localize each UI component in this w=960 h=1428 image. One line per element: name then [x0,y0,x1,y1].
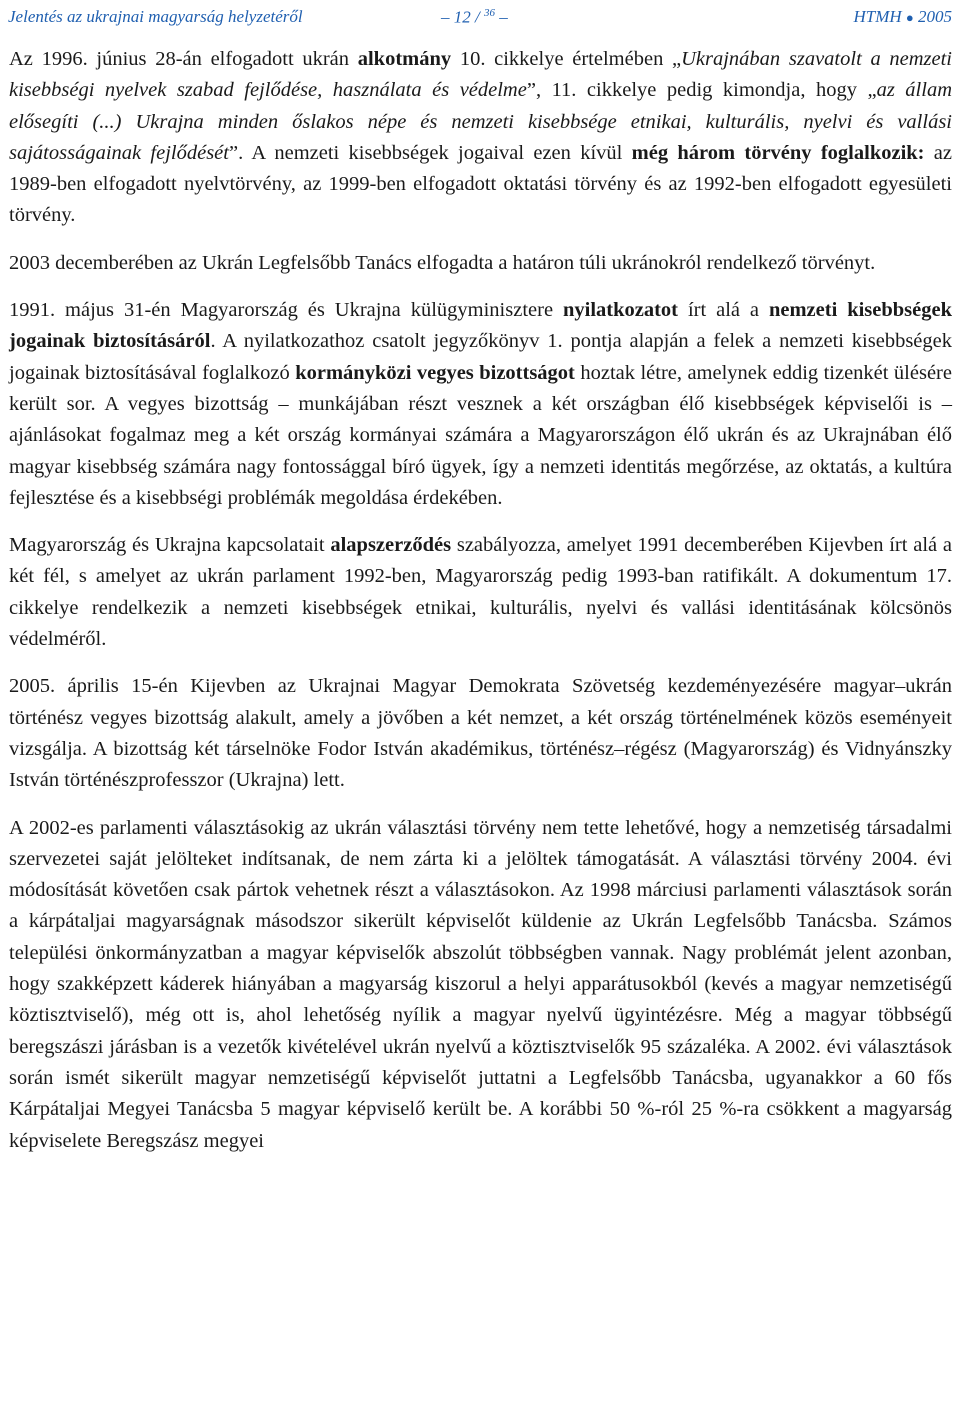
paragraph-declaration-1991: 1991. május 31-én Magyarország és Ukrajna külügyminisztere nyilatkozatot írt alá a nemzeti kisebbségek jogainak biztosításáról. A nyilatkozathoz csatolt jegyzőkönyv 1. pontja alapján a felek a nemzeti kisebbségek jogainak biztosításával foglalkozó kormányközi vegyes bizottságot hoztak létre, amelynek eddig tizenkét ülésére került sor. A vegyes bizottság – munkájában részt vesznek a két országban élő kisebbségek képviselői is – ajánlásokat fogalmaz meg a két ország kormányai számára a Magyarországon élő ukrán és az Ukrajnában élő magyar kisebbség számára nagy fontossággal bíró ügyek, így a nemzeti identitás megőrzése, az oktatás, a kultúra fejlesztése és a kisebbségi problémák megoldása érdekében. [9,299,953,509]
paragraph-historians-committee: 2005. április 15-én Kijevben az Ukrajnai Magyar Demokrata Szövetség kezdeményezésére magyar–ukrán történész vegyes bizottság alakult, amely a jövőben a két nemzet, a két ország történelmének közös eseményeit vizsgálja. A bizottság két társelnöke Fodor István akadémikus, történész–régész (Magyarország) és Vidnyánszky István történészprofesszor (Ukrajna) lett. [9,675,952,792]
paragraph-elections: A 2002-es parlamenti választásokig az ukrán választási törvény nem tette lehetővé, hogy a nemzetiség társadalmi szervezetei saját jelölteket indítsanak, de nem zárta ki a jelöltek támogatását. A választási törvény 2004. évi módosítását követően csak pártok vehetnek részt a választásokon. Az 1998 márciusi parlamenti választások során a kárpátaljai magyarságnak másodszor sikerült képviselőt küldenie az Ukrán Legfelsőbb Tanácsba. Számos települési önkormányzatban a magyar képviselők abszolút többségben vannak. Nagy problémát jelent azonban, hogy szakképzett káderek hiányában a magyarság kiszorul a helyi apparátusokból (kevés a magyar nemzetiségű köztisztviselő), még ott is, ahol lehetőség nyílik a magyar nyelvű ügyintézésre. Még a magyar többségű beregszászi járásban is a vezetők kivételével ukrán nyelvű a köztisztviselők 95 százaléka. A 2002. évi választások során ismét sikerült magyar nemzetiségű képviselőt juttatni a Legfelsőbb Tanácsba, ugyanakkor a 60 fős Kárpátaljai Megyei Tanácsba 5 magyar képviselő került be. A korábbi 50 %-ról 25 %-ra csökkent a magyarság képviselete Beregszász megyei [9,816,952,1152]
publisher-label [853,7,952,27]
paragraph-ukrainians-abroad-law: 2003 decemberében az Ukrán Legfelsőbb Tanács elfogadta a határon túli ukránokról rendelkező törvényt. [9,251,876,274]
publisher-year: 2005 [918,7,952,26]
page-header [8,3,952,33]
page-number: – 12 / $^{36}$ – [441,7,508,27]
page-total: 36 [483,7,495,19]
document-body [9,44,952,1173]
document-title: Jelentés az ukrajnai magyarság helyzetéről [8,7,303,26]
bullet-icon: ● [905,10,914,25]
paragraph-constitution: Az 1996. június 28-án elfogadott ukrán alkotmány 10. cikkelye értelmében „Ukrajnában szavatolt a nemzeti kisebbségi nyelvek szabad fejlődése, használata és védelme”, 11. cikkelye pedig kimondja, hogy „az állam elősegíti (...) Ukrajna minden őslakos népe és nemzeti kisebbsége etnikai, kulturális, nyelvi és vallási sajátosságainak fejlődését”. A nemzeti kisebbségek jogaival ezen kívül még három törvény foglalkozik: az 1989-ben elfogadott nyelvtörvény, az 1999-ben elfogadott oktatási törvény és az 1992-ben elfogadott egyesületi törvény. [9,48,953,227]
page-current: 12 [453,7,471,27]
paragraph-basic-treaty: Magyarország és Ukrajna kapcsolatait alapszerződés szabályozza, amelyet 1991 decemberében Kijevben írt alá a két fél, s amelyet az ukrán parlament 1992-ben, Magyarország pedig 1993-ban ratifikált. A dokumentum 17. cikkelye rendelkezik a nemzeti kisebbségek etnikai, kulturális, nyelvi és vallási identitásának kölcsönös védelméről. [9,534,952,651]
publisher-org: HTMH [853,7,902,26]
